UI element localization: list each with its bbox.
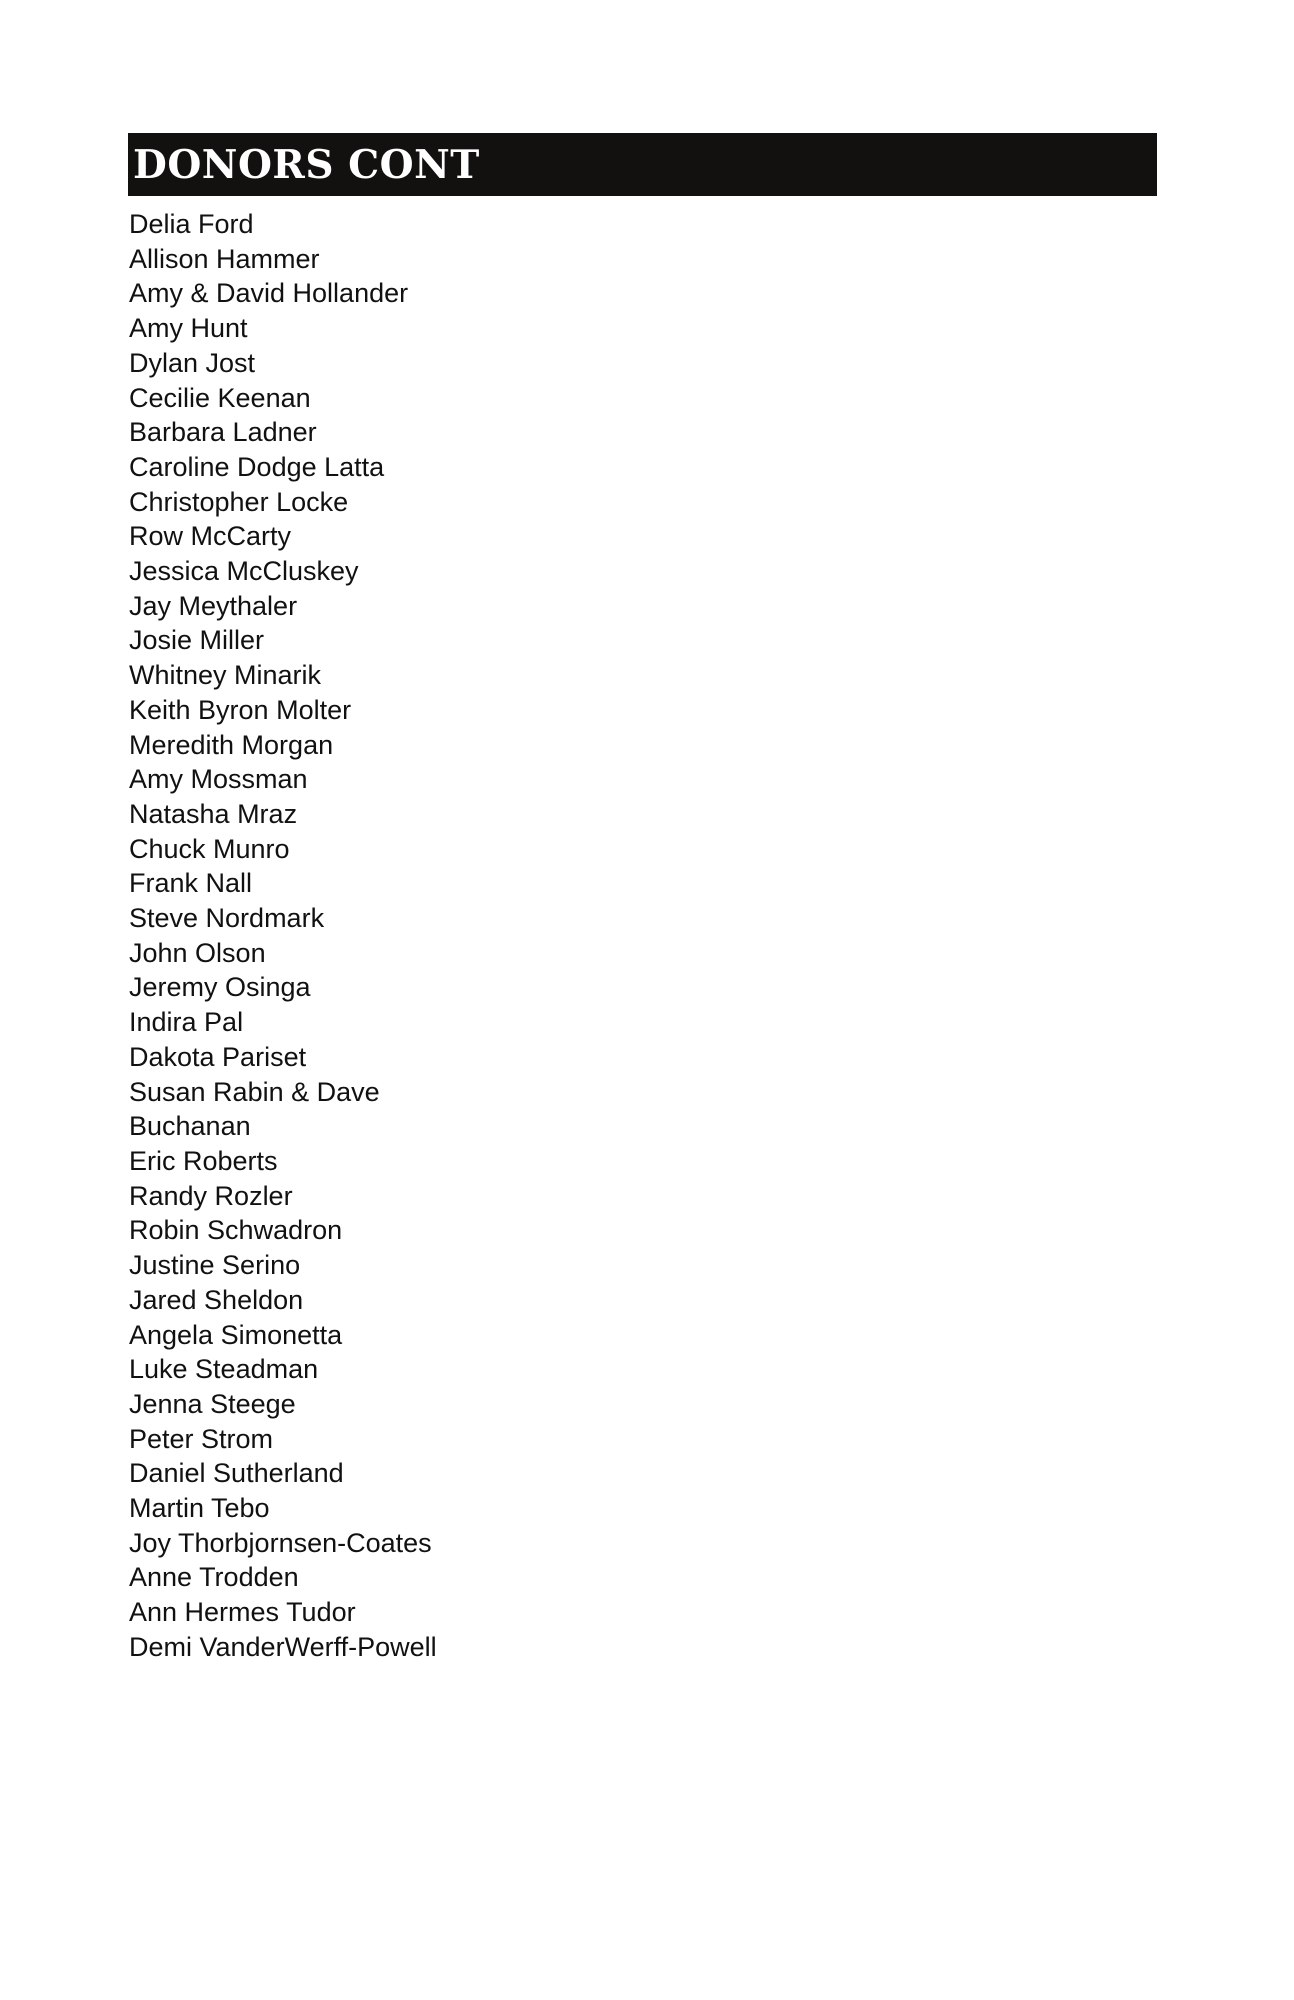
donor-name: Josie Miller bbox=[129, 625, 265, 656]
donor-name: Joy Thorbjornsen-Coates bbox=[129, 1527, 432, 1558]
donor-name: Ann Hermes Tudor bbox=[129, 1597, 356, 1628]
donor-name: John Olson bbox=[129, 937, 266, 968]
donor-name: Keith Byron Molter bbox=[129, 694, 352, 725]
donor-name: Anne Trodden bbox=[129, 1562, 299, 1593]
section-title: DONORS CONT bbox=[133, 142, 480, 188]
donor-name: Meredith Morgan bbox=[129, 729, 334, 760]
donor-name: Justine Serino bbox=[129, 1250, 301, 1281]
donor-name: Chuck Munro bbox=[129, 833, 290, 864]
donor-list bbox=[129, 207, 437, 1665]
donor-name: Angela Simonetta bbox=[129, 1319, 343, 1350]
donor-name: Jay Meythaler bbox=[129, 590, 298, 621]
donor-name: Martin Tebo bbox=[129, 1493, 270, 1524]
donor-name: Amy Mossman bbox=[129, 764, 308, 795]
donor-name: Robin Schwadron bbox=[129, 1215, 343, 1246]
donor-name: Dakota Pariset bbox=[129, 1041, 307, 1072]
donor-name: Natasha Mraz bbox=[129, 798, 298, 829]
donor-name: Row McCarty bbox=[129, 521, 292, 552]
donor-name: Buchanan bbox=[129, 1111, 251, 1142]
donor-name: Delia Ford bbox=[129, 209, 254, 239]
donor-name: Demi VanderWerff-Powell bbox=[129, 1631, 437, 1662]
donor-name: Amy & David Hollander bbox=[129, 278, 409, 309]
donor-name: Whitney Minarik bbox=[129, 660, 322, 691]
donor-name: Allison Hammer bbox=[129, 243, 320, 274]
donor-name: Frank Nall bbox=[129, 868, 253, 899]
donor-name: Daniel Sutherland bbox=[129, 1458, 344, 1489]
donor-name: Eric Roberts bbox=[129, 1145, 278, 1176]
donor-name: Amy Hunt bbox=[129, 313, 248, 344]
donor-name: Jenna Steege bbox=[129, 1388, 296, 1419]
donor-name: Jessica McCluskey bbox=[129, 556, 359, 587]
donor-name: Randy Rozler bbox=[129, 1180, 293, 1211]
donor-name: Dylan Jost bbox=[129, 347, 256, 378]
donor-name: Jared Sheldon bbox=[129, 1284, 304, 1315]
section-header-bar bbox=[128, 133, 1157, 196]
donor-name: Jeremy Osinga bbox=[129, 972, 311, 1003]
donor-name: Christopher Locke bbox=[129, 486, 349, 517]
donor-name: Cecilie Keenan bbox=[129, 382, 311, 413]
donor-name: Peter Strom bbox=[129, 1423, 274, 1454]
donor-name: Indira Pal bbox=[129, 1007, 244, 1038]
donor-name: Caroline Dodge Latta bbox=[129, 451, 385, 482]
donor-name: Luke Steadman bbox=[129, 1354, 319, 1385]
donor-name: Susan Rabin & Dave bbox=[129, 1076, 380, 1107]
donor-name: Steve Nordmark bbox=[129, 903, 325, 934]
donor-name: Barbara Ladner bbox=[129, 417, 317, 448]
